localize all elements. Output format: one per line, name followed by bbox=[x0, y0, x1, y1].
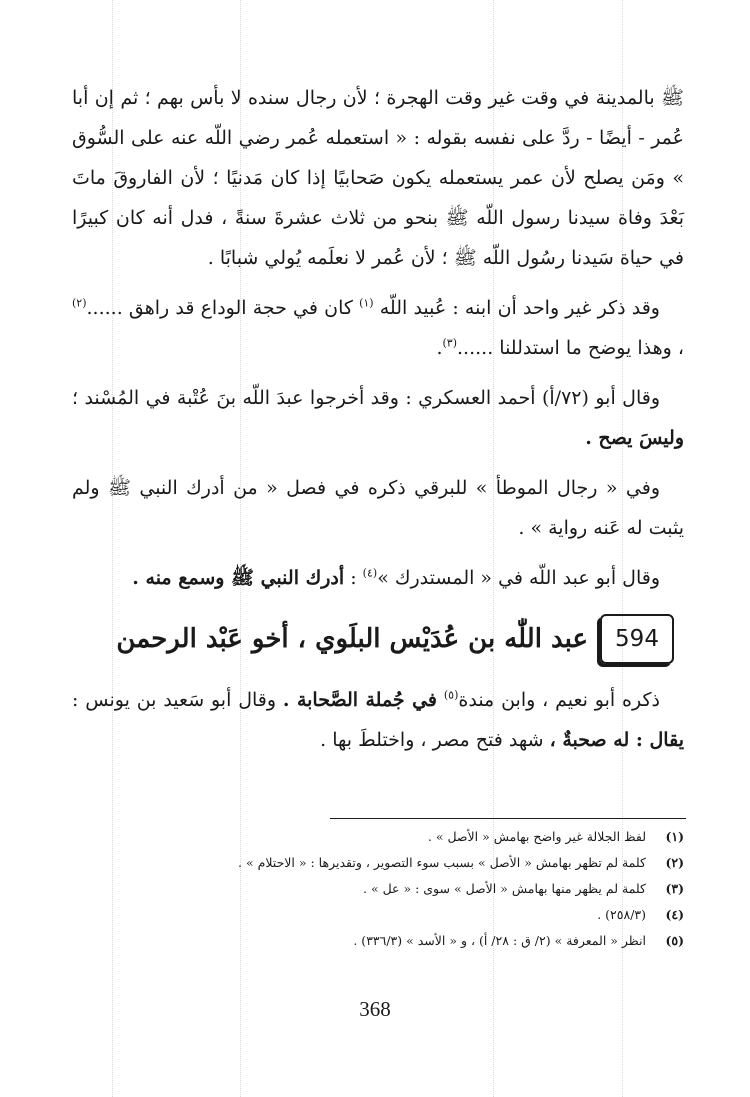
paragraph-4: وفي « رجال الموطأ » للبرقي ذكره في فصل « من أدرك النبي ﷺ ولم يثبت له عَنه رواية » . bbox=[72, 477, 684, 539]
paragraph-6-bold-2: يقال : له صحبةٌ ، bbox=[549, 729, 684, 751]
footnote-divider bbox=[330, 818, 686, 819]
paragraph-3 bbox=[72, 378, 684, 458]
footnote-ref-3[interactable]: (٣) bbox=[442, 336, 457, 350]
footnote-text: لفظ الجلالة غير واضح بهامش « الأصل » . bbox=[427, 829, 647, 844]
footnote-number: (٥) bbox=[665, 933, 684, 948]
footnote-number: (٣) bbox=[665, 881, 684, 896]
paragraph-5-text: وقال أبو عبد اللّه في « المستدرك » bbox=[377, 567, 660, 589]
entry-number-box bbox=[600, 614, 674, 664]
page-body bbox=[72, 78, 684, 770]
paragraph-2-text-b: كان في حجة الوداع قد راهق ...... bbox=[86, 297, 353, 319]
paragraph-6 bbox=[72, 680, 684, 760]
footnote-3 bbox=[72, 876, 684, 902]
entry-number: 594 bbox=[615, 626, 659, 652]
footnote-ref-4[interactable]: (٤) bbox=[362, 566, 378, 580]
footnote-5 bbox=[72, 928, 684, 954]
paragraph-5-colon: : bbox=[350, 567, 357, 589]
paragraph-5-bold: أدرك النبي ﷺ وسمع منه . bbox=[132, 567, 345, 589]
footnote-2 bbox=[72, 850, 684, 876]
entry-title: عبد اللّٰه بن عُدَيْس البلَوي ، أخو عَبْد الرحمن bbox=[116, 624, 588, 654]
footnote-text: انظر « المعرفة » (٢/ ق : ٢٨/ أ) ، و « الأسد » (٣٣٦/٣) . bbox=[353, 933, 647, 948]
paragraph-6-text-b: وقال أبو سَعيد بن يونس : bbox=[72, 689, 277, 711]
footnote-number: (٢) bbox=[665, 855, 684, 870]
page-number: 368 bbox=[359, 997, 391, 1021]
paragraph-2-text-d: . bbox=[436, 337, 443, 359]
paragraph-6-text-c: شهد فتح مصر ، واختلطَ بها . bbox=[320, 729, 544, 751]
footnote-text: كلمة لم يظهر منها بهامش « الأصل » سوى : « عل » . bbox=[363, 881, 647, 896]
paragraph-6-text-a: ذكره أبو نعيم ، وابن مندة bbox=[458, 689, 660, 711]
footnote-ref-5[interactable]: (٥) bbox=[443, 688, 459, 702]
footnote-number: (١) bbox=[665, 829, 684, 844]
paragraph-2 bbox=[72, 288, 684, 368]
footnote-ref-2[interactable]: (٢) bbox=[72, 296, 87, 310]
paragraph-3-bold: وليسَ يصح . bbox=[585, 427, 684, 449]
paragraph-5 bbox=[72, 558, 684, 598]
footnote-text: (٢٥٨/٣) . bbox=[597, 907, 647, 922]
footnote-1 bbox=[72, 824, 684, 850]
footnote-text: كلمة لم تظهر بهامش « الأصل » بسبب سوء التصوير ، وتقديرها : « الاحتلام » . bbox=[238, 855, 647, 870]
footnote-4 bbox=[72, 902, 684, 928]
paragraph-6-bold-1: في جُملة الصَّحابة . bbox=[282, 689, 438, 711]
paragraph-2-text-a: وقد ذكر غير واحد أن ابنه : عُبيد اللّه bbox=[379, 297, 660, 319]
footnotes bbox=[72, 824, 684, 954]
entry-heading bbox=[72, 614, 684, 664]
paragraph-1: ﷺ بالمدينة في وقت غير وقت الهجرة ؛ لأن رجال سنده لا بأس بهم ؛ ثم إن أبا عُمر - أيضًا - ردَّ على نفسه بقوله : « استعمله عُمر رضي اللّه عنه على السُّوق » ومَن يصلح لأن عمر يستعمله يكون صَحابيًا إذا كان مَدنيًا ؛ لأن الفاروقَ ماتَ بَعْدَ وفاة سيدنا رسول اللّه ﷺ بنحو من ثلاث عشرةَ سنةً ، فدل أنه كان كبيرًا في حياة سَيدنا رسُول اللّه ﷺ ؛ لأن عُمر لا نعلَمه يُولي شبابًا . bbox=[72, 87, 684, 269]
paragraph-2-text-c: ، وهذا يوضح ما استدللنا ...... bbox=[457, 337, 684, 359]
paragraph-3-text: وقال أبو (٧٢/أ) أحمد العسكري : وقد أخرجوا عبدَ اللّه بنَ عُتْبة في المُسْند ؛ bbox=[72, 387, 660, 409]
footnote-number: (٤) bbox=[665, 907, 684, 922]
footnote-ref-1[interactable]: (١) bbox=[359, 296, 374, 310]
